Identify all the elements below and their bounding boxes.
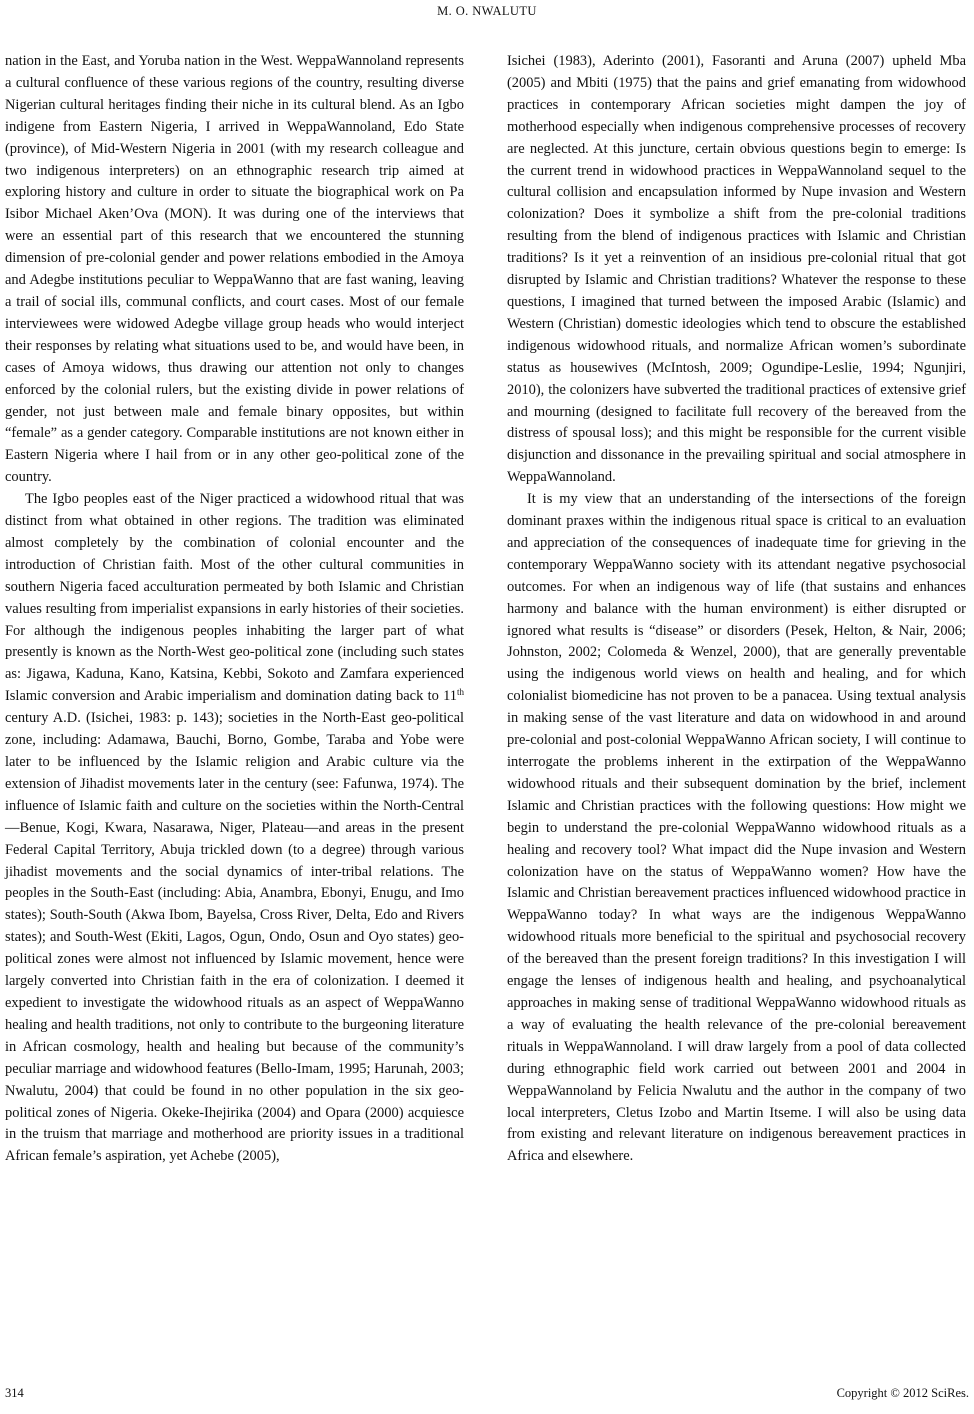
paragraph-text: century A.D. (Isichei, 1983: p. 143); societies in the North-East geo-political zone, including: Adamawa, Bauchi, Borno, Gombe, Taraba and Yobe were later to be influenced by the Islamic religion and Arabic culture via the extension of Jihadist movements later in the century (see: Fafunwa, 1974). The influence of Islamic faith and culture on the societies within the North-Central—Benue, Kogi, Kwara, Nasarawa, Niger, Plateau—and areas in the present Federal Capital Territory, Abuja trickled down (to a degree) through various jihadist movements and the social dynamics of inter-tribal relations. The peoples in the South-East (including: Abia, Anambra, Ebonyi, Enugu, and Imo states); South-South (Akwa Ibom, Bayelsa, Cross River, Delta, Edo and Rivers states); and South-West (Ekiti, Lagos, Ogun, Ondo, Osun and Oyo states) geo-political zones were almost not influenced by Islamic movement, hence were largely converted into Christian faith in the era of colonization. I deemed it expedient to investigate the widowhood rituals as an aspect of WeppaWanno healing and health traditions, not only to contribute to the burgeoning literature in African cosmology, health and healing but because of the community’s peculiar marriage and widowhood features (Bello-Imam, 1995; Harunah, 2003; Nwalutu, 2004) that could be found in no other population in the six geo-political zones of Nigeria. Okeke-Ihejirika (2004) and Opara (2000) acquiesce in the truism that marriage and motherhood are priority issues in a traditional African female’s aspiration, yet Achebe (2005),	[5, 710, 464, 1165]
left-column	[5, 51, 464, 1168]
ordinal-superscript: th	[456, 687, 464, 698]
paragraph: It is my view that an understanding of the intersections of the foreign dominant praxes within the indigenous ritual space is critical to an evaluation and appreciation of the consequences of inadequate time for grieving in the contemporary WeppaWanno society with its attendant negative psychosocial outcomes. For when an indigenous way of life (that sustains and enhances harmony and balance with the human environment) is either disrupted or ignored what results is “disease” or disorders (Pesek, Helton, & Nair, 2006; Johnston, 2002; Colomeda & Wenzel, 2000), that are generally preventable using the indigenous world views on health and healing, and for which colonialist biomedicine has not proven to be a panacea. Using textual analysis in making sense of the vast literature and data on widowhood in and around pre-colonial and post-colonial WeppaWanno African society, I will continue to interrogate the problems inherent in the extirpation of the WeppaWanno widowhood rituals and their subsequent domination by the brief, inclement Islamic and Christian practices with the following questions: How might we begin to understand the pre-colonial WeppaWanno widowhood rituals as a healing and recovery tool? What impact did the Nupe invasion and Western colonization have on the status of WeppaWanno women? How have the Islamic and Christian bereavement practices influenced widowhood practice in WeppaWanno today? In what ways are the indigenous WeppaWanno widowhood rituals more beneficial to the spiritual and psychosocial recovery of the bereaved than the present foreign traditions? In this investigation I will engage the lenses of indigenous health and healing, and psychoanalytical approaches in making sense of traditional WeppaWanno widowhood rituals as a way of evaluating the health relevance of the pre-colonial bereavement rituals in WeppaWannoland. I will draw largely from a pool of data collected during ethnographic field work carried out between 2001 and 2004 in WeppaWannoland by Felicia Nwalutu and the author in the company of two local interpreters, Cletus Izobo and Martin Itseme. I will also be using data from existing and relevant literature on indigenous bereavement practices in Africa and elsewhere.	[507, 491, 966, 1165]
page-number: 314	[5, 1386, 24, 1400]
paragraph: Isichei (1983), Aderinto (2001), Fasoranti and Aruna (2007) upheld Mba (2005) and Mbiti (1975) that the pains and grief emanating from widowhood practices in contemporary African societies might dampen the joy of motherhood especially when indigenous comprehensive processes of recovery are neglected. At this juncture, certain obvious questions begin to emerge: Is the current trend in widowhood practices in WeppaWannoland sequel to the cultural collision and encapsulation informed by Nupe invasion and Western colonization? Does it symbolize a shift from the pre-colonial traditions resulting from the blend of indigenous practices with Islamic and Christian traditions? Is it yet a reinvention of an insidious pre-colonial ritual that got disrupted by Islamic and Christian traditions? Whatever the response to these questions, I imagined that turned between the imposed Arabic (Islamic) and Western (Christian) domestic ideologies which tend to obscure the established indigenous widowhood rituals, and normalize African women’s subordinate status as housewives (McIntosh, 2009; Ogundipe-Leslie, 1994; Ngunjiri, 2010), the colonizers have subverted the traditional practices of extensive grief and mourning (designed to facilitate full recovery of the bereaved from the distress of spousal loss); and this might be responsible for the current visible disjunction and dissonance in the prevailing spiritual and social atmosphere in WeppaWannoland.	[507, 53, 966, 486]
paragraph-text: The Igbo peoples east of the Niger practiced a widowhood ritual that was distinct from what obtained in other regions. The tradition was eliminated almost completely by the combination of colonial encounter and the introduction of Christian faith. Most of the other cultural communities in southern Nigeria faced acculturation permeated by both Islamic and Christian values resulting from imperialist expansions in early histories of their societies. For although the indigenous peoples inhabiting the larger part of what presently is known as the North-West geo-political zone (including such states as: Jigawa, Kaduna, Kano, Katsina, Kebbi, Sokoto and Zamfara experienced Islamic conversion and Arabic imperialism and domination dating back to 11	[5, 491, 464, 705]
paragraph: nation in the East, and Yoruba nation in the West. WeppaWannoland represents a cultural confluence of these various regions of the country, resulting diverse Nigerian cultural heritages finding their niche in its cultural blend. As an Igbo indigene from Eastern Nigeria, I arrived in WeppaWannoland, Edo State (province), of Mid-Western Nigeria in 2001 (with my research colleague and two indigenous interpreters) on an ethnographic research trip aimed at exploring history and culture in order to situate the biographical work on Pa Isibor Michael Aken’Ova (MON). It was during one of the interviews that were an essential part of this research that we encountered the stunning dimension of pre-colonial gender and power relations embodied in the Amoya and Adegbe institutions peculiar to WeppaWanno that are fast waning, leaving a trail of social ills, communal conflicts, and court cases. Most of our female interviewees were widowed Adegbe village group heads who would interject their responses by relating what situations used to be, and would have been, in cases of Amoya widows, thus drawing our attention not only to changes enforced by the colonial rulers, but the existing divide in power relations of gender, not just between male and female binary opposites, but within “female” as a gender category. Comparable institutions are not known either in Eastern Nigeria where I hail from or in any other geo-political zone of the country.	[5, 53, 464, 486]
right-column	[507, 51, 966, 1168]
copyright-notice: Copyright © 2012 SciRes.	[836, 1386, 969, 1400]
paragraph	[5, 489, 464, 1168]
running-head: M. O. NWALUTU	[437, 4, 537, 18]
